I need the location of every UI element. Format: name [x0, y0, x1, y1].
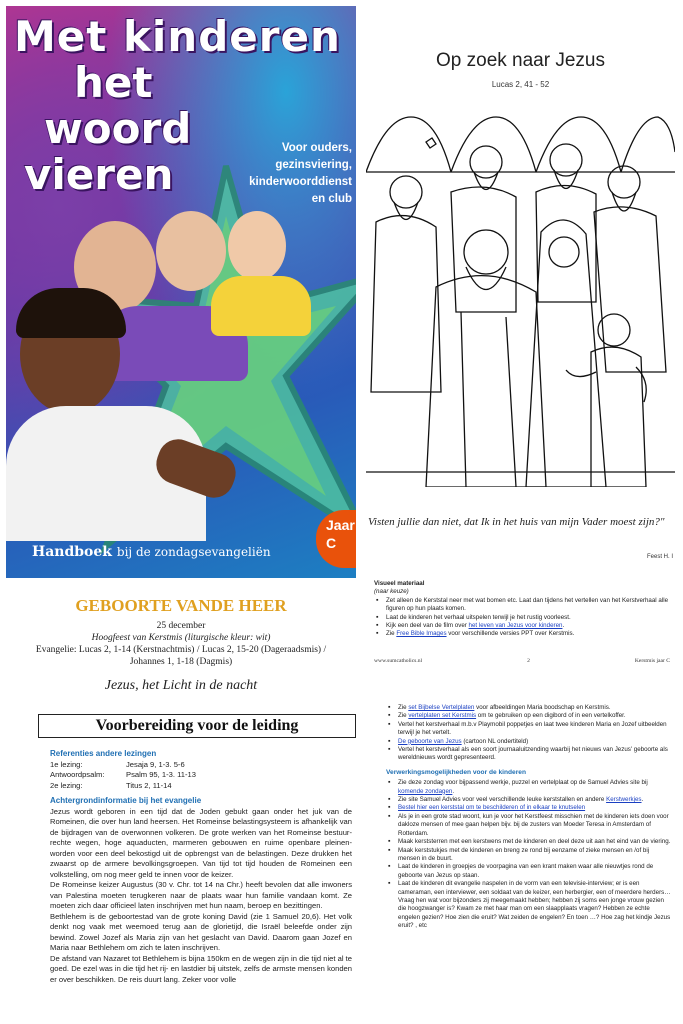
footer-left: www.sumcatholics.nl: [374, 658, 423, 664]
item-text: Maak kerststerren met een kerstwens met de kinderen en deel deze uit aan het eind van de viering.: [398, 838, 671, 846]
reading-label: Antwoordpsalm:: [50, 770, 105, 779]
cover-subtitle-line-2: gezinsviering,: [275, 159, 352, 171]
coloring-title: Op zoek naar Jezus: [436, 50, 605, 71]
liturgy-date: 25 december: [156, 621, 206, 631]
book-cover: [6, 6, 356, 578]
paragraph: Jezus wordt geboren in een tijd dat de Joden gebukt gaan onder het juk van de Romeinen, die over hun land heersen. Het Romeinse belastingsysteem is afhankelijk van de bijdragen van de overwonnen volkeren. De grote werken van het Romeinse bestuur- rechte wegen, hoge aquaducten, marmeren gebouwen en ruime openbare pleinen- worden voor een deel bekostigd uit de opbrengst van de belastingen. Deze drukken het zwaarst op de armere bevolkingsgroepen. Van tijd tot tijd houden de Romeinen een volkstelling, om nog meer geld te innen voor de keizer.: [50, 806, 352, 879]
list-item: [386, 597, 674, 614]
reading-row: [50, 770, 352, 781]
item-text: voor verschillende versies PPT over Kerstmis.: [446, 630, 575, 638]
reading-value: Titus 2, 11-14: [126, 780, 172, 790]
item-text: voor afbeeldingen Maria boodschap en Kerstmis.: [474, 704, 611, 711]
activities-body: [386, 704, 672, 931]
cover-year-label-2: C: [326, 535, 337, 551]
item-text: .: [562, 622, 565, 630]
item-text: (cartoon NL ondertiteld): [461, 737, 529, 745]
list-item: [398, 863, 672, 880]
item-text: Zie site Samuel Advies voor veel verschillende leuke kerststallen en andere: [398, 796, 607, 804]
coloring-page: [364, 6, 677, 578]
cover-subtitle-line-4: en club: [311, 193, 352, 205]
cover-handbook: [32, 544, 271, 560]
reading-value: Jesaja 9, 1-3. 5-6: [126, 759, 185, 769]
coloring-quote: Visten jullie dan niet, dat Ik in het huis van mijn Vader moest zijn?": [368, 516, 665, 528]
paragraph: De Romeinse keizer Augustus (30 v. Chr. tot 14 na Chr.) heeft bevolen dat alle inwoners van Palestina moeten terugkeren naar de plaats waar hun familie vandaan komt. Ze moeten zich daar officieel laten inschrijven met hun naam, beroep en bezittingen.: [50, 880, 352, 910]
film-link[interactable]: het leven van Jezus voor kinderen: [468, 622, 563, 630]
liturgy-gospel-line-2: Johannes 1, 1-18 (Dagmis): [129, 657, 233, 667]
list-item: [398, 746, 672, 763]
item-text: Vertel het kerstverhaal als een soort journaaluitzending waarbij het nieuws van Jezus' geboorte als wereldnieuws wordt gepresenteerd.: [398, 746, 668, 762]
paragraph: Bethlehem is de geboortestad van de grote koning David (zie 1 Samuel 20,6). Het volk denkt nog vaak met weemoed terug aan de glorietijd, die Israël beleefde onder zijn bewind. Zowel Jozef als Maria zijn van het geslacht van David. Daarom gaan Jozef en Maria naar Bethlehem om zich te laten inschrijven.: [50, 911, 352, 952]
list-item: [398, 721, 672, 738]
activity-link[interactable]: komende zondagen: [398, 787, 453, 795]
child-figure-1: [156, 211, 226, 291]
item-text: Kijk een deel van de film over: [386, 622, 469, 630]
cover-year-label-1: Jaar: [326, 517, 355, 533]
activities-list: [386, 779, 672, 930]
list-item: [386, 622, 674, 630]
cover-title-line-3: woord: [44, 104, 192, 153]
list-item: [398, 796, 672, 804]
item-text: Laat de kinderen in groepjes de voorpagina van een krant maken waar alle nieuwtjes rond de geboorte van Jezus op staan.: [398, 863, 654, 879]
item-text: Vertel het kerstverhaal m.b.v Playmobil poppetjes en laat twee kinderen Maria en Jozef uitbeelden terwijl je het vertelt.: [398, 720, 667, 737]
cover-title-line-1: Met kinderen: [14, 12, 341, 61]
list-item: [398, 712, 672, 720]
item-text: Zie: [398, 712, 409, 720]
item-text: Zet alleen de Kerststal neer met wat bomen etc. Laat dan tijdens het vertellen van het Kerstverhaal alle figuren op hun plaats komen.: [386, 596, 669, 613]
visual-material-list: [374, 597, 674, 639]
visual-material-body: [374, 580, 674, 639]
cover-handbook-rest: bij de zondagsevangeliën: [116, 545, 271, 559]
background-heading: Achtergrondinformatie bij het evangelie: [50, 796, 202, 805]
list-item: [398, 738, 672, 746]
liturgy-page: [6, 584, 356, 1018]
visual-material-heading: Visueel materiaal: [374, 580, 425, 587]
reading-row: [50, 760, 352, 771]
child-figure-2: [228, 211, 286, 281]
cover-subtitle-line-1: Voor ouders,: [281, 142, 352, 154]
item-text: Maak kerststukjes met de kinderen en breng ze rond bij eenzame of zieke mensen en /of bij mensen in de buurt.: [398, 846, 650, 862]
list-item: [398, 804, 672, 812]
liturgy-motto: Jezus, het Licht in de nacht: [104, 678, 258, 693]
list-item: [398, 880, 672, 930]
list-item: [398, 779, 672, 796]
cover-title-line-4: vieren: [24, 150, 174, 199]
item-text: Zie deze zondag voor bijpassend werkje, puzzel en vertelplaat op de Samuel Advies site bij: [398, 779, 648, 787]
readings-heading: Referenties andere lezingen: [50, 749, 157, 758]
cover-year-badge: [316, 510, 356, 568]
coloring-credit: Feest H. I: [646, 554, 673, 560]
activities-page: [364, 680, 677, 1018]
liturgy-feast: Hoogfeest van Kerstmis (liturgische kleur: wit): [91, 633, 271, 643]
footer-page-number: 2: [527, 658, 530, 664]
item-text: Als je in een grote stad woont, kun je voor het Kerstfeest misschien met de kinderen iets doen voor dakloze mensen of mee gaan helpen bijv. bij de zusters van Moeder Teresa in Amsterdam of Rotterdam.: [398, 812, 669, 837]
reading-value: Psalm 95, 1-3. 11-13: [126, 770, 196, 779]
liturgy-title: GEBOORTE VANDE HEER: [75, 596, 287, 615]
coloring-reference: Lucas 2, 41 - 52: [491, 80, 550, 89]
list-item: [386, 614, 674, 622]
list-item: [398, 813, 672, 838]
visual-material-note: (naar keuze): [374, 588, 409, 596]
resource-link[interactable]: vertelplaten set Kerstmis: [408, 712, 477, 720]
item-text: Laat de kinderen dit evangelie naspelen in de vorm van een televisie-interview; er is een cameraman, een interviewer, een soldaat van de keizer, een herbergier, een of meerdere herders… Vraag hen wat voor bijzonders zij meegemaakt hebben; hebben zij soms een jonge vrouw gezien die hoogzwanger is? Kwam ze met haar man om een slaapplaats vragen? Hebben ze echte engelen gezien? Hoe zien die eruit? Wat zeiden de engelen? En toen …? Hoe zag het kindje Jezus eruit? , etc: [398, 880, 671, 930]
cover-subtitle-line-3: kinderwoorddienst: [249, 176, 352, 188]
visual-material-page: [364, 578, 677, 674]
reading-row: [50, 781, 352, 792]
activity-link[interactable]: Kerstwerkjes: [606, 796, 642, 804]
reading-label: 1e lezing:: [50, 759, 83, 769]
page-footer: [374, 658, 670, 664]
cover-subtitle: [182, 140, 352, 208]
resources-list: [386, 704, 672, 763]
liturgy-section-box: Voorbereiding voor de leiding: [38, 714, 356, 738]
liturgy-gospel-line-1: Evangelie: Lucas 2, 1-14 (Kerstnachtmis) / Lucas 2, 15-20 (Dageraadsmis) /: [35, 645, 327, 655]
reading-label: 2e lezing:: [50, 780, 83, 790]
list-item: [398, 838, 672, 846]
list-item: [398, 847, 672, 864]
liturgy-body: [50, 744, 352, 985]
item-text: Zie: [398, 704, 409, 711]
resource-link[interactable]: De geboorte van Jezus: [398, 737, 462, 745]
item-text: Zie: [386, 630, 397, 638]
child-shirt-2: [211, 276, 311, 336]
cover-title-line-2: het: [74, 58, 153, 107]
item-text: om te gebruiken op een digibord of in een vertelkoffer.: [476, 712, 626, 720]
liturgy-date-block: [6, 620, 356, 668]
item-text: Laat de kinderen het verhaal uitspelen terwijl je het rustig voorleest.: [386, 613, 571, 621]
resource-link[interactable]: set Bijbelse Vertelplaten: [408, 704, 475, 711]
list-item: [398, 704, 672, 712]
coloring-illustration: [366, 112, 675, 487]
item-text: .: [641, 796, 644, 804]
list-item: [386, 630, 674, 638]
item-text: .: [452, 787, 455, 795]
footer-right: Kerstmis jaar C: [634, 658, 670, 664]
activity-link[interactable]: Bestel hier een kerststal om te beschilderen of in elkaar te knutselen: [398, 804, 586, 812]
activities-heading: Verwerkingsmogelijkheden voor de kinderen: [386, 768, 526, 776]
cover-handbook-bold: Handboek: [32, 544, 113, 560]
paragraph: De afstand van Nazaret tot Bethlehem is bijna 150km en de wegen zijn in die tijd niet al te goed. De ezel was in die tijd het rij- en lastdier bij uitstek, zelfs de armste mensen konden er over beschikken. De reis duurt lang. Zeker voor volle: [50, 953, 352, 984]
free-bible-images-link[interactable]: Free Bible Images: [396, 630, 447, 638]
